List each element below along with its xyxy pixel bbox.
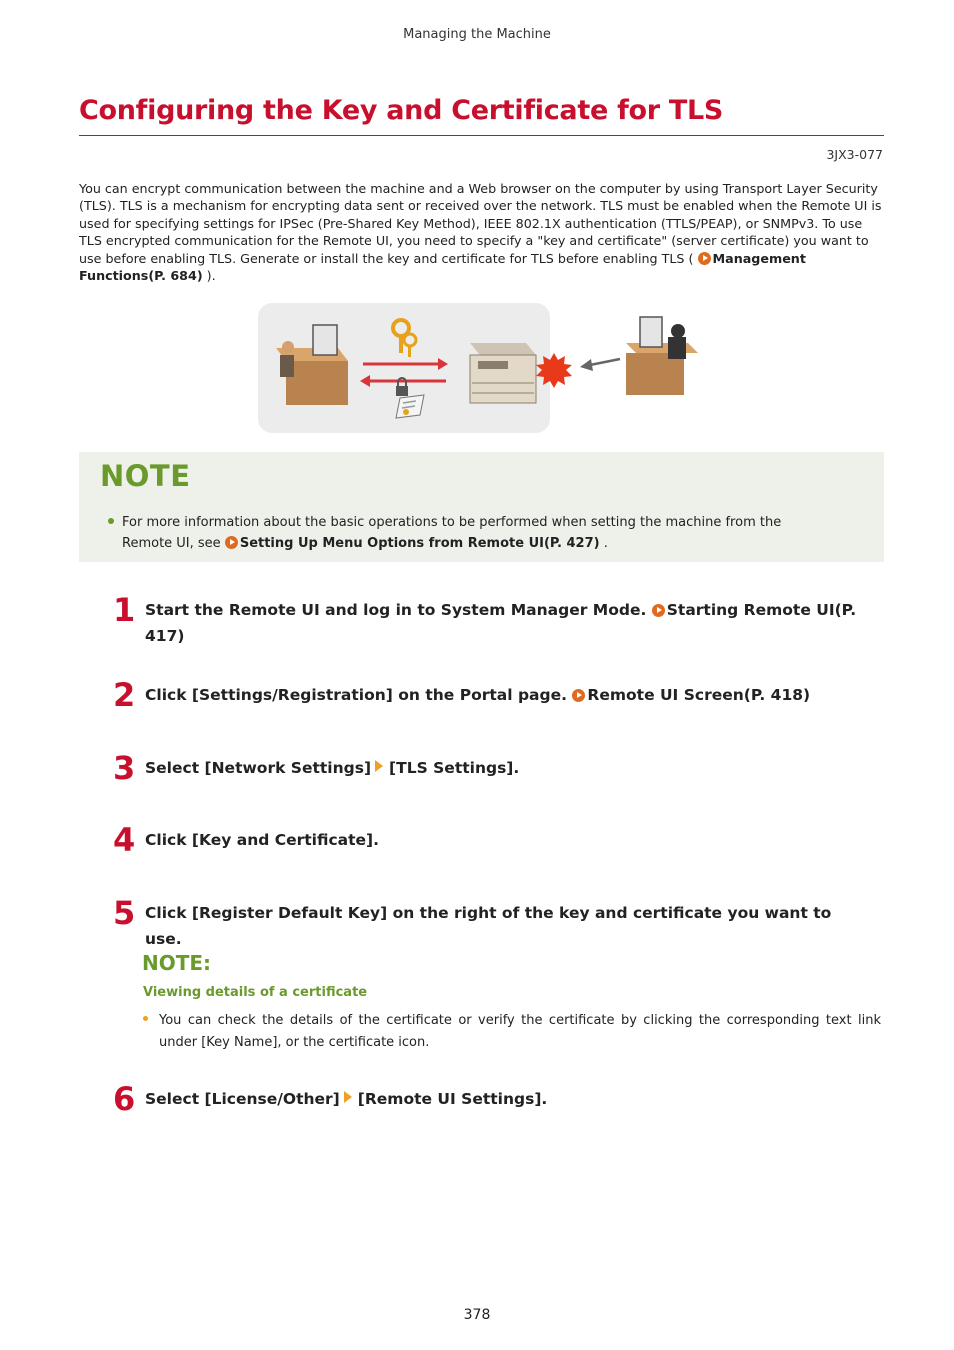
subnote-bullet-text: You can check the details of the certificate or verify the certificate by clicking the corresponding text link under [Key Name], or the certificate icon. — [159, 1013, 881, 1050]
link-arrow-icon — [225, 536, 238, 549]
remote-ui-screen-link[interactable] — [572, 686, 810, 704]
subnote-bullet — [143, 1010, 884, 1053]
document-id: 3JX3-077 — [826, 147, 883, 162]
step-4-instruction: Click [Key and Certificate]. — [145, 831, 379, 849]
step-3-part2: [TLS Settings]. — [389, 759, 520, 777]
subnote-heading: NOTE: — [142, 951, 212, 975]
step-number: 3 — [113, 749, 136, 787]
step-text — [145, 597, 865, 649]
step-number: 5 — [113, 894, 136, 932]
running-header: Managing the Machine — [403, 27, 551, 42]
note-bullet-text: For more information about the basic operations to be performed when setting the machine from the Remote UI, see — [122, 515, 782, 551]
bullet-dot-icon — [143, 1016, 148, 1021]
step-2-instruction: Click [Settings/Registration] on the Portal page. — [145, 686, 567, 704]
step-text — [145, 682, 865, 708]
attacker-computer-icon — [626, 317, 698, 395]
setting-up-menu-link-label: Setting Up Menu Options from Remote UI(P. 427) — [239, 536, 600, 551]
link-arrow-icon — [652, 604, 665, 617]
page-title: Configuring the Key and Certificate for TLS — [79, 95, 724, 126]
printer-icon — [470, 343, 536, 403]
note-heading: NOTE — [100, 459, 191, 493]
step-text — [145, 755, 865, 781]
page-number: 378 — [463, 1307, 491, 1323]
intro-text: You can encrypt communication between the machine and a Web browser on the computer by using Transport Layer Security (TLS). TLS is a mechanism for encrypting data sent or received over the network. TLS must be enabled when the Remote UI is used for specifying settings for IPSec (Pre-Shared Key Method), IEEE 802.1X authentication (TTLS/PEAP), or SNMPv3. To use TLS encrypted communication for the Remote UI, you need to specify a "key and certificate" (server certificate) you want to use before enabling TLS. Generate or install the key and certificate for TLS before enabling TLS ( — [79, 181, 882, 266]
step-number: 2 — [113, 676, 136, 714]
step-number: 6 — [113, 1080, 136, 1118]
attacker-arrow — [580, 359, 620, 371]
breadcrumb-arrow-icon — [375, 760, 383, 772]
step-text — [145, 1086, 865, 1112]
note-bullet-end: . — [603, 536, 608, 551]
bullet-dot-icon — [108, 518, 114, 524]
title-divider — [79, 135, 884, 136]
setting-up-menu-link[interactable] — [225, 536, 600, 551]
tls-illustration — [258, 303, 708, 435]
step-1-instruction: Start the Remote UI and log in to System Manager Mode. — [145, 601, 647, 619]
note-bullet — [108, 512, 878, 554]
link-arrow-icon — [572, 689, 585, 702]
remote-ui-screen-link-label: Remote UI Screen(P. 418) — [587, 686, 811, 704]
step-6-part1: Select [License/Other] — [145, 1090, 340, 1108]
step-5-instruction: Click [Register Default Key] on the right of the key and certificate you want to use. — [145, 904, 832, 948]
intro-paragraph — [79, 180, 884, 284]
intro-text-end: ). — [206, 268, 216, 284]
subnote-subheading: Viewing details of a certificate — [143, 985, 368, 1000]
step-3-part1: Select [Network Settings] — [145, 759, 372, 777]
management-functions-link-label: Management Functions(P. 684) — [79, 250, 806, 284]
starting-remote-ui-link-label: Starting Remote UI(P. 417) — [145, 601, 857, 645]
step-number: 4 — [113, 821, 136, 859]
link-arrow-icon — [698, 252, 711, 265]
step-number: 1 — [113, 591, 136, 629]
breadcrumb-arrow-icon — [344, 1091, 352, 1103]
step-6-part2: [Remote UI Settings]. — [357, 1090, 548, 1108]
